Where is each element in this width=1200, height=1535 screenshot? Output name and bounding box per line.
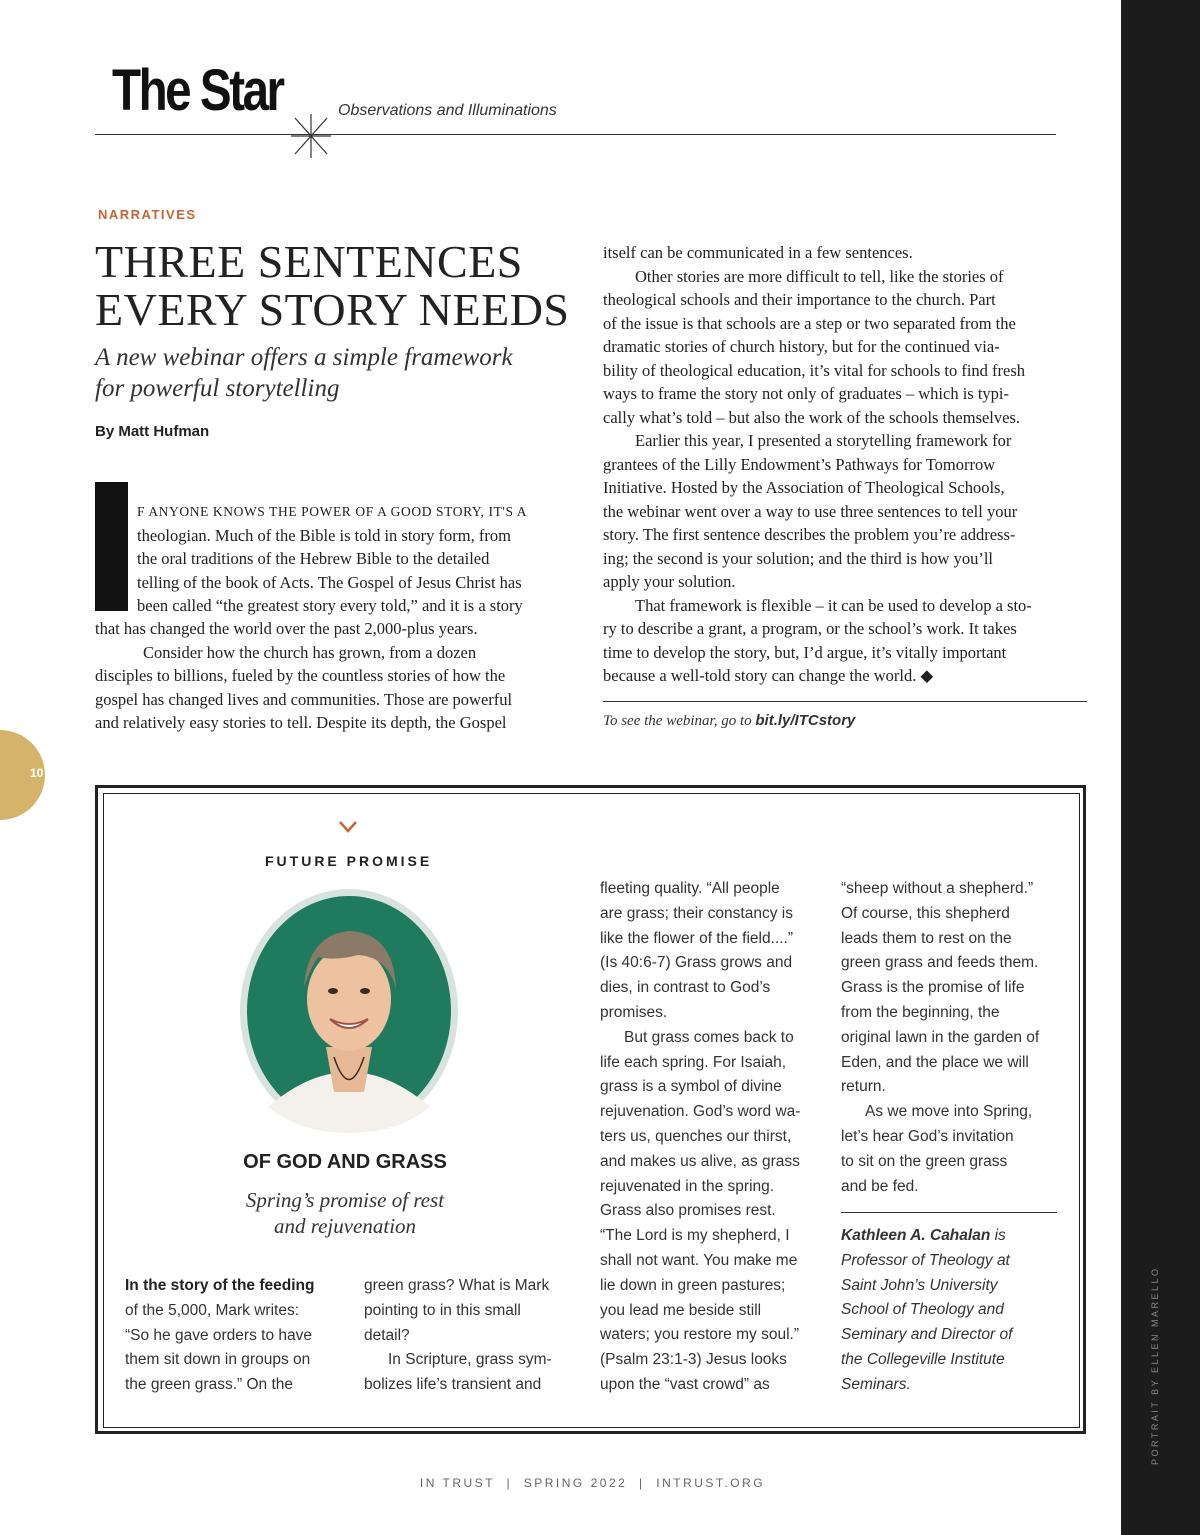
text-line: promises. xyxy=(600,1003,668,1021)
photo-credit-text: PORTRAIT BY ELLEN MARELLO xyxy=(1150,1266,1160,1465)
text-line: dramatic stories of church history, but for the continued via- xyxy=(603,337,1000,356)
text-line: fleeting quality. “All people xyxy=(600,880,780,897)
text-line: the green grass.” On the xyxy=(125,1376,294,1394)
star-icon xyxy=(291,114,331,158)
text-line: Earlier this year, I presented a storytelling framework for xyxy=(635,431,1012,450)
text-line: let’s hear God’s invitation xyxy=(841,1127,1014,1145)
text-line: like the flower of the field....” xyxy=(600,929,793,947)
text-line: “The Lord is my shepherd, I xyxy=(600,1227,790,1245)
sidebar-column-4 xyxy=(841,877,1063,1199)
webinar-note-text: To see the webinar, go to xyxy=(603,713,756,729)
text-line: gospel has changed lives and communities. Those are powerful xyxy=(95,689,513,709)
text-line: pointing to in this small xyxy=(364,1301,521,1319)
article-column-2 xyxy=(603,241,1088,688)
text-line: and makes us alive, as grass xyxy=(600,1152,800,1170)
text-line: time to develop the story, but, I’d argue, it’s vitally important xyxy=(603,642,1007,662)
text-line: In Scripture, grass sym- xyxy=(388,1351,552,1369)
text-line: disciples to billions, fueled by the countless stories of how the xyxy=(95,666,506,685)
sidebar-dek xyxy=(95,1187,595,1239)
article-headline xyxy=(95,238,570,334)
text-line: That framework is flexible – it can be used to develop a sto- xyxy=(635,595,1032,615)
text-line: School of Theology and xyxy=(841,1301,1004,1319)
text-line: detail? xyxy=(364,1326,410,1344)
text-line: bolizes life’s transient and xyxy=(364,1376,542,1394)
text-line: apply your solution. xyxy=(603,572,736,591)
sidebar-label: FUTURE PROMISE xyxy=(265,853,433,869)
text-line: from the beginning, the xyxy=(841,1003,1000,1021)
text-line: In the story of the feeding xyxy=(125,1277,315,1294)
masthead-tagline: Observations and Illuminations xyxy=(338,102,557,119)
text-line: life each spring. For Isaiah, xyxy=(600,1053,787,1071)
text-line: (Psalm 23:1-3) Jesus looks xyxy=(600,1351,787,1369)
section-kicker: NARRATIVES xyxy=(98,207,197,222)
text-line: the webinar went over a way to use three sentences to tell your xyxy=(603,501,1018,521)
article-byline: By Matt Hufman xyxy=(95,423,210,440)
webinar-link[interactable]: bit.ly/ITCstory xyxy=(755,712,856,729)
text-line: been called “the greatest story every told,” and it is a story xyxy=(137,596,523,615)
text-line: ing; the second is your solution; and the third is how you’ll xyxy=(603,548,994,568)
text-line: Professor of Theology at xyxy=(841,1251,1010,1269)
headline-line: THREE SENTENCES xyxy=(95,236,523,287)
text-line: ry to describe a grant, a program, or the school’s work. It takes xyxy=(603,619,1017,638)
photo-credit xyxy=(1150,1265,1162,1465)
sidebar-column-1 xyxy=(125,1274,340,1398)
text-line: ways to frame the story not only of graduates – which is typi- xyxy=(603,384,1009,403)
dek-line: Spring’s promise of rest xyxy=(245,1188,445,1212)
text-line: return. xyxy=(841,1078,886,1096)
article-column-1 xyxy=(95,617,579,735)
text-line: of the issue is that schools are a step or two separated from the xyxy=(603,313,1016,333)
text-line: and be fed. xyxy=(841,1177,919,1195)
text-line: F ANYONE KNOWS THE POWER OF A GOOD STORY, IT'S A xyxy=(137,504,528,519)
text-line: you lead me beside still xyxy=(600,1301,762,1319)
text-line: Initiative. Hosted by the Association of Theological Schools, xyxy=(603,478,1005,497)
headline-line: EVERY STORY NEEDS xyxy=(95,284,570,335)
text-line: because a well-told story can change the world. ◆ xyxy=(603,666,934,685)
text-line: grass is a symbol of divine xyxy=(600,1078,782,1096)
author-portrait xyxy=(238,887,460,1135)
author-name: Kathleen A. Cahalan xyxy=(841,1227,991,1244)
text-line: Other stories are more difficult to tell, like the stories of xyxy=(635,266,1004,286)
text-line: Eden, and the place we will xyxy=(841,1053,1029,1071)
text-line: But grass comes back to xyxy=(624,1028,794,1046)
text-line: theological schools and their importance to the church. Part xyxy=(603,290,996,309)
text-line: “sheep without a shepherd.” xyxy=(841,880,1034,897)
text-line: grantees of the Lilly Endowment’s Pathways for Tomorrow xyxy=(603,454,996,474)
text-line: cally what’s told – but also the work of the schools themselves. xyxy=(603,407,1021,427)
text-line: to sit on the green grass xyxy=(841,1152,1008,1170)
text-line: upon the “vast crowd” as xyxy=(600,1375,770,1393)
sidebar-title: OF GOD AND GRASS xyxy=(243,1151,447,1173)
text-line: of the 5,000, Mark writes: xyxy=(125,1301,300,1319)
text-line: “So he gave orders to have xyxy=(125,1326,312,1344)
text-line: waters; you restore my soul.” xyxy=(600,1326,799,1344)
text-line: dies, in contrast to God’s xyxy=(600,979,771,997)
text-line: Grass is the promise of life xyxy=(841,979,1025,997)
text-line: green grass? What is Mark xyxy=(364,1277,550,1294)
text-line: Saint John’s University xyxy=(841,1276,998,1294)
text-line: Of course, this shepherd xyxy=(841,904,1010,922)
masthead-title: The Star xyxy=(112,58,283,123)
text-line: green grass and feeds them. xyxy=(841,954,1039,972)
text-line: that has changed the world over the past 2,000-plus years. xyxy=(95,619,478,638)
text-line: lie down in green pastures; xyxy=(600,1276,786,1294)
sidebar-column-2 xyxy=(364,1274,579,1398)
webinar-rule xyxy=(603,701,1087,702)
text-line: rejuvenation. God’s word wa- xyxy=(600,1103,801,1121)
text-line xyxy=(841,1224,1063,1249)
text-line: the Collegeville Institute xyxy=(841,1350,1005,1368)
sidebar-column-3 xyxy=(600,877,822,1398)
masthead-rule xyxy=(95,134,1056,135)
text-line: rejuvenated in the spring. xyxy=(600,1177,775,1195)
page-number: 10 xyxy=(30,766,44,780)
article-lead-paragraph xyxy=(137,500,579,618)
text-line: them sit down in groups on xyxy=(125,1351,311,1369)
text-line: Seminars. xyxy=(841,1375,911,1393)
text-line: leads them to rest on the xyxy=(841,929,1012,947)
text-line: As we move into Spring, xyxy=(865,1103,1033,1121)
author-bio xyxy=(841,1224,1063,1398)
dek-line: for powerful storytelling xyxy=(95,375,340,402)
dek-line: and rejuvenation xyxy=(273,1214,417,1238)
page-footer: IN TRUST | SPRING 2022 | INTRUST.ORG xyxy=(419,1476,766,1490)
text-line: shall not want. You make me xyxy=(600,1251,798,1269)
text-line: Seminary and Director of xyxy=(841,1326,1013,1344)
text-line: ters us, quenches our thirst, xyxy=(600,1127,792,1145)
text-line: Grass also promises rest. xyxy=(600,1202,776,1220)
author-bio-text: is xyxy=(990,1227,1006,1244)
drop-cap-letter xyxy=(95,482,128,611)
text-line: story. The first sentence describes the problem you’re address- xyxy=(603,525,1016,544)
text-line: are grass; their constancy is xyxy=(600,904,793,922)
author-rule xyxy=(841,1212,1057,1213)
text-line: itself can be communicated in a few sentences. xyxy=(603,243,913,262)
text-line: Consider how the church has grown, from a dozen xyxy=(143,642,477,662)
article-dek xyxy=(95,342,513,404)
text-line: original lawn in the garden of xyxy=(841,1028,1040,1046)
text-line: bility of theological education, it’s vital for schools to find fresh xyxy=(603,360,1026,380)
text-line: the oral traditions of the Hebrew Bible to the detailed xyxy=(137,549,490,568)
chevron-down-icon xyxy=(338,820,358,834)
text-line: telling of the book of Acts. The Gospel of Jesus Christ has xyxy=(137,572,522,592)
webinar-note xyxy=(603,712,855,730)
dek-line: A new webinar offers a simple framework xyxy=(95,344,513,371)
text-line: (Is 40:6-7) Grass grows and xyxy=(600,954,793,972)
text-line: theologian. Much of the Bible is told in story form, from xyxy=(137,525,511,545)
text-line: and relatively easy stories to tell. Despite its depth, the Gospel xyxy=(95,713,507,732)
